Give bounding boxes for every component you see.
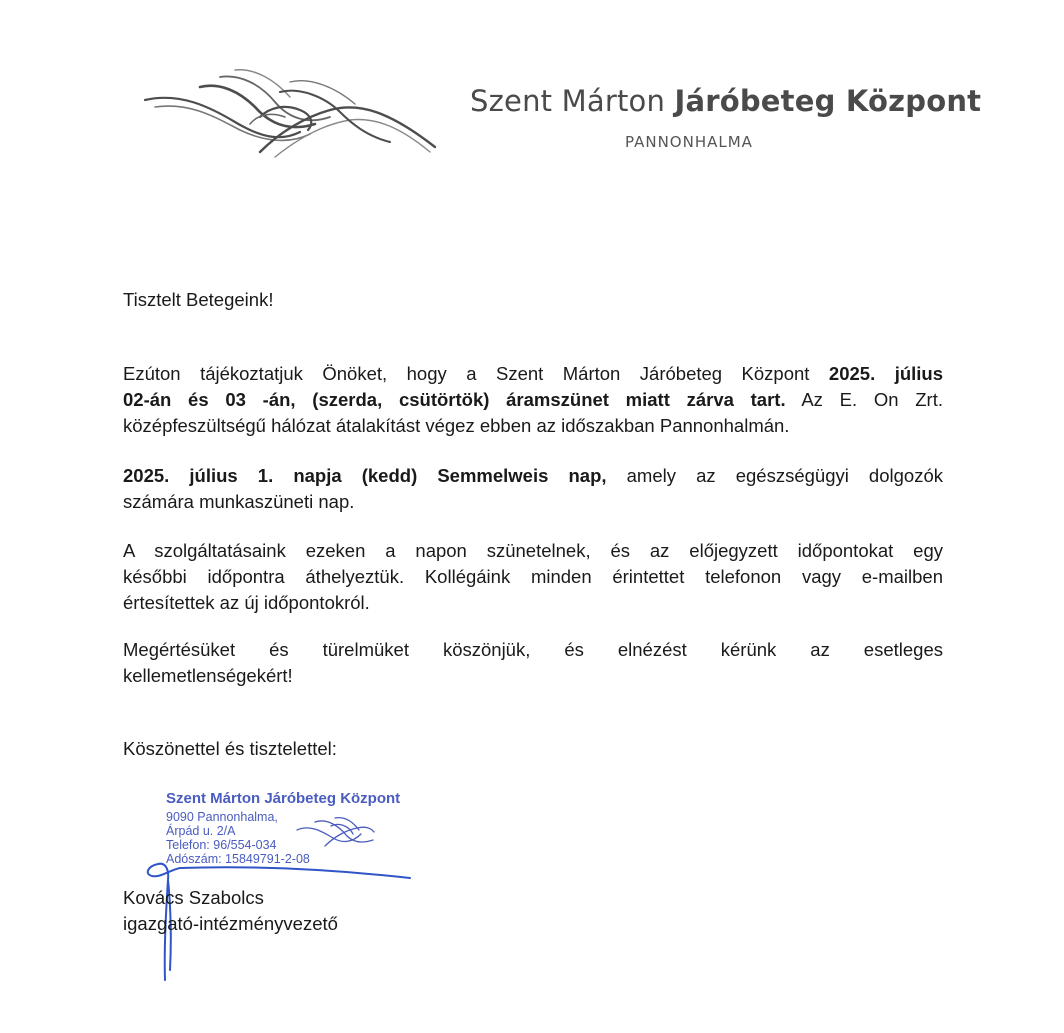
paragraph-apology: [123, 637, 943, 689]
organization-title: [470, 84, 981, 118]
paragraph-semmelweis-day: [123, 463, 943, 515]
closing-phrase: Köszönettel és tisztelettel:: [123, 738, 337, 759]
text-segment: Az E. On Zrt.: [785, 389, 944, 410]
paragraph-line: értesítettek az új időpontokról.: [123, 592, 370, 613]
paragraph-line: középfeszültségű hálózat átalakítást végez ebben az időszakban Pannonhalmán.: [123, 415, 790, 436]
organization-title-light: Szent Márton: [470, 84, 675, 118]
organization-title-bold: Járóbeteg Központ: [674, 84, 982, 118]
paragraph-line: A szolgáltatásaink ezeken a napon szünetelnek, és az előjegyzett időpontokat egy: [123, 540, 943, 561]
paragraph-line: kellemetlenségekért!: [123, 665, 293, 686]
paragraph-line: Megértésüket és türelmüket köszönjük, és elnézést kérünk az esetleges: [123, 639, 943, 660]
bold-segment: 2025. július: [828, 363, 943, 384]
stamp-address-line: 9090 Pannonhalma,: [166, 810, 278, 824]
paragraph-line: [123, 387, 943, 413]
bold-segment: 02-án és 03 -án, (szerda, csütörtök) áramszünet miatt zárva tart.: [123, 389, 786, 410]
paragraph-closure-notice: [123, 361, 943, 439]
text-segment: amely az egészségügyi dolgozók: [606, 465, 943, 486]
greeting: Tisztelt Betegeink!: [123, 289, 274, 310]
signer-name: Kovács Szabolcs: [123, 887, 264, 908]
paragraph-rescheduling: [123, 538, 943, 616]
paragraph-line: [123, 361, 943, 387]
stamp-address-line: Árpád u. 2/A: [166, 824, 236, 838]
paragraph-line: későbbi időpontra áthelyeztük. Kollégáink minden érintettet telefonon vagy e-mailben: [123, 566, 943, 587]
hands-logo-icon: [140, 62, 440, 162]
stamp-title: Szent Márton Járóbeteg Központ: [166, 790, 401, 807]
organization-city: PANNONHALMA: [625, 133, 753, 151]
paragraph-line: számára munkaszüneti nap.: [123, 491, 355, 512]
stamp-tax-line: Adószám: 15849791-2-08: [166, 852, 310, 866]
text-segment: Ezúton tájékoztatjuk Önöket, hogy a Szent Márton Járóbeteg Központ: [123, 363, 829, 384]
bold-segment: 2025. július 1. napja (kedd) Semmelweis nap,: [123, 465, 607, 486]
signer-title: igazgató-intézményvezető: [123, 913, 338, 934]
paragraph-line: [123, 463, 943, 489]
stamp-phone-line: Telefon: 96/554-034: [166, 838, 277, 852]
